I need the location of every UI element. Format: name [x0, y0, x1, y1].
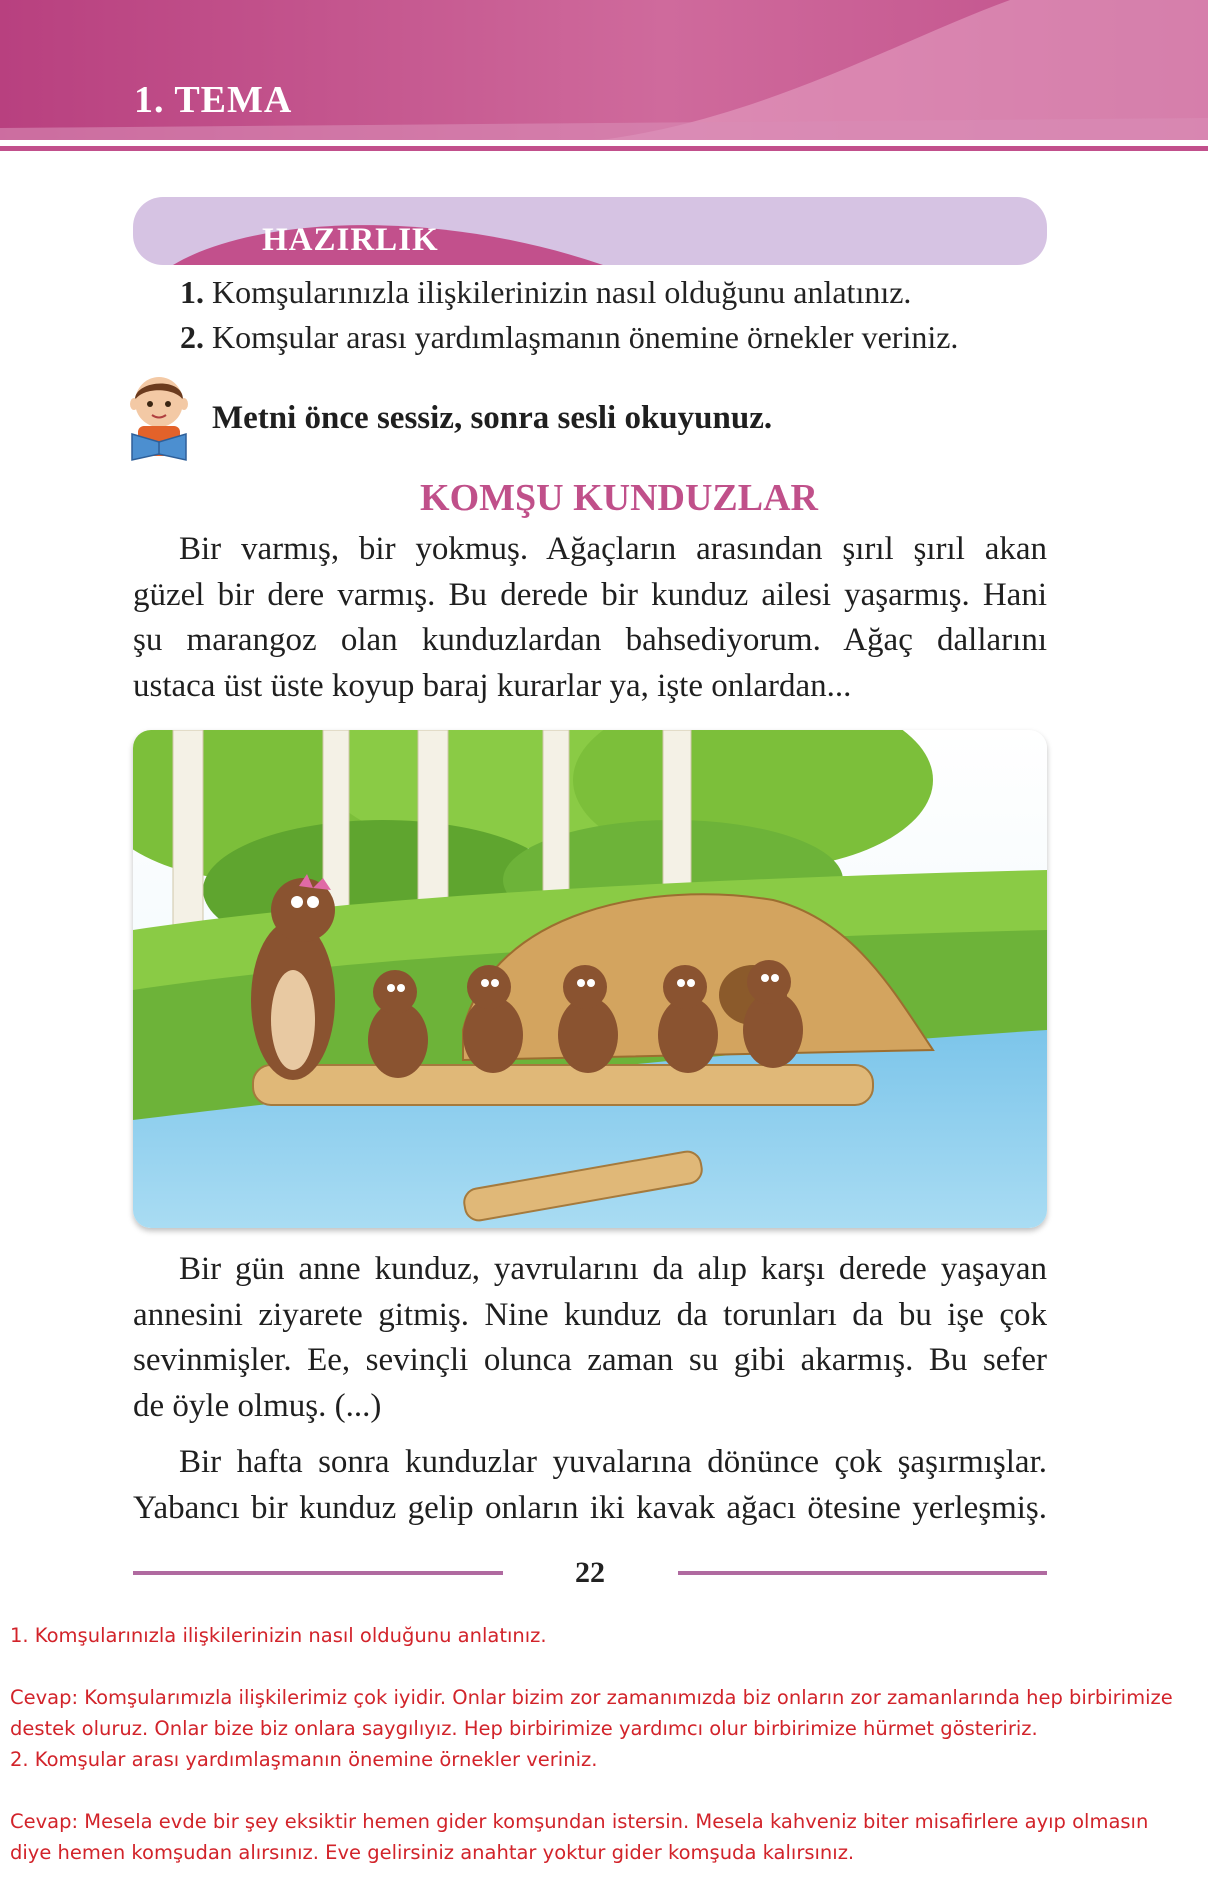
question-2: 2. Komşular arası yardımlaşmanın önemine örnekler veriniz.	[10, 1748, 598, 1771]
story-paragraph-2	[133, 1247, 1047, 1429]
page-header	[0, 0, 1208, 160]
text-line: ustaca üst üste koyup baraj kurarlar ya, işte onlardan...	[133, 667, 852, 704]
text-line: Bir gün anne kunduz, yavrularını da alıp karşı derede yaşayan	[179, 1251, 1047, 1287]
item-number: 1.	[180, 274, 204, 310]
question-1: 1. Komşularınızla ilişkilerinizin nasıl olduğunu anlatınız.	[10, 1624, 547, 1647]
answer-1: Cevap: Komşularımızla ilişkilerimiz çok iyidir. Onlar bizim zor zamanımızda biz onların zor zamanlarında hep birbirimize destek oluruz. Onlar bize biz onlara saygılıyız. Hep birbirimize yardımcı olur birbirimize hürmet gösteririz.	[10, 1686, 1173, 1740]
story-title: KOMŞU KUNDUZLAR	[420, 477, 818, 519]
item-text: Komşularınızla ilişkilerinizin nasıl olduğunu anlatınız.	[212, 274, 912, 310]
text-line: Bir varmış, bir yokmuş. Ağaçların arasından şırıl şırıl akan	[179, 531, 1047, 567]
text-line: Bir hafta sonra kunduzlar yuvalarına dönünce çok şaşırmışlar.	[179, 1444, 1047, 1480]
text-line: Yabancı bir kunduz gelip onların iki kavak ağacı ötesine yerleşmiş.	[133, 1489, 1047, 1526]
item-text: Komşular arası yardımlaşmanın önemine örnekler veriniz.	[212, 319, 959, 355]
text-line: sevinmişler. Ee, sevinçli olunca zaman su gibi akarmış. Bu sefer	[133, 1342, 1047, 1378]
page-number: 22	[575, 1556, 605, 1589]
beaver-family-illustration	[133, 730, 1047, 1228]
text-line: şu marangoz olan kunduzlardan bahsediyorum. Ağaç dallarını	[133, 622, 1047, 658]
answers-section	[10, 1620, 1190, 1868]
text-line: de öyle olmuş. (...)	[133, 1387, 382, 1424]
preparation-item-2	[180, 319, 958, 356]
answer-2: Cevap: Mesela evde bir şey eksiktir hemen gider komşundan istersin. Mesela kahveniz biter misafirlere ayıp olmasın diye hemen komşudan alırsınız. Eve gelirsiniz anahtar yoktur gider komşuda kalırsınız.	[10, 1810, 1149, 1864]
story-paragraph-3	[133, 1440, 1047, 1531]
preparation-title: HAZIRLIK	[262, 222, 439, 258]
theme-title: 1. TEMA	[134, 79, 293, 121]
reading-child-icon	[124, 372, 194, 462]
text-line: annesini ziyarete gitmiş. Nine kunduz da torunları da bu işe çok	[133, 1296, 1047, 1333]
reading-instruction: Metni önce sessiz, sonra sesli okuyunuz.	[212, 400, 773, 436]
item-number: 2.	[180, 319, 204, 355]
story-paragraph-1	[133, 527, 1047, 709]
preparation-item-1	[180, 274, 911, 311]
text-line: güzel bir dere varmış. Bu derede bir kunduz ailesi yaşarmış. Hani	[133, 576, 1047, 613]
